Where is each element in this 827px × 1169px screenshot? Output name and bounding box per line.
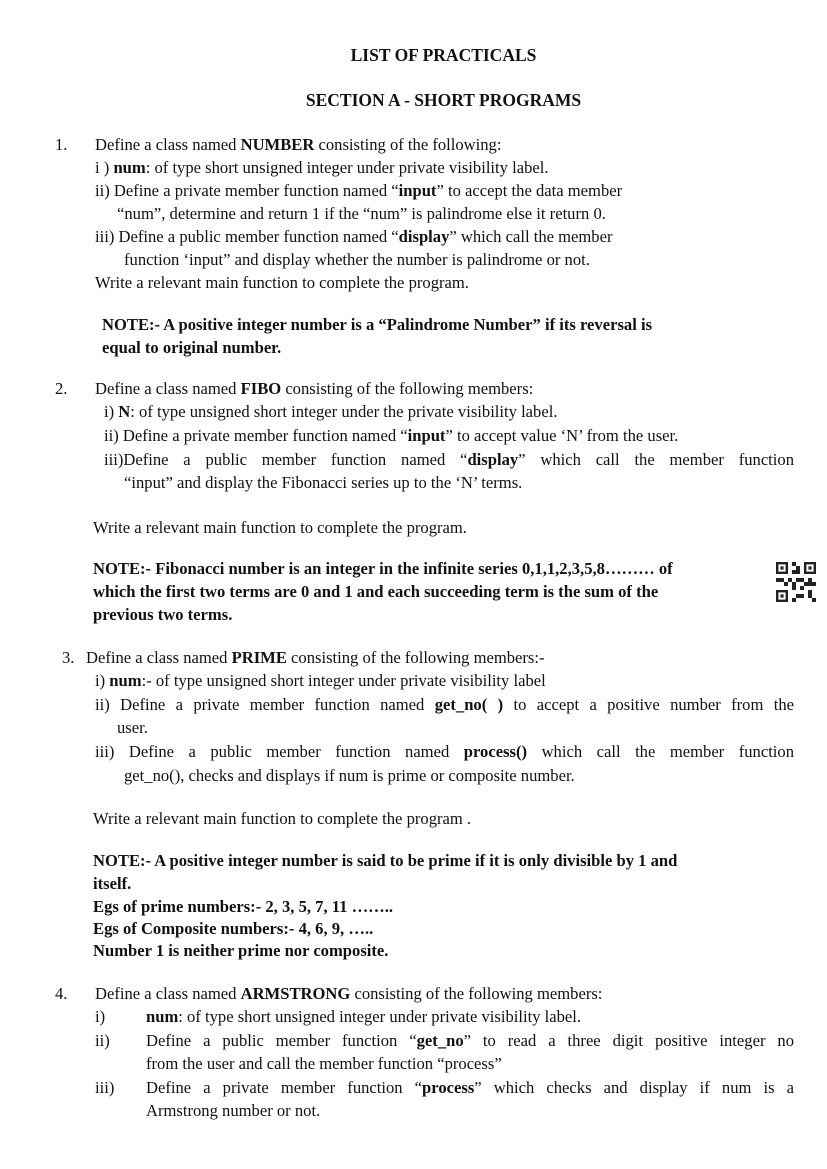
- item-number: 2.: [55, 379, 68, 398]
- note-line: NOTE:- Fibonacci number is an integer in the infinite series 0,1,1,2,3,5,8……… of: [93, 559, 673, 578]
- qr-code-icon: [776, 561, 816, 603]
- practical-intro: Define a class named FIBO consisting of the following members:: [95, 379, 534, 398]
- note-line: itself.: [93, 874, 132, 893]
- item-number: 4.: [55, 984, 68, 1003]
- item-i: num: of type short unsigned integer under private visibility label.: [146, 1007, 582, 1026]
- item-iii-cont: Armstrong number or not.: [146, 1101, 321, 1120]
- note-line: Number 1 is neither prime nor composite.: [93, 941, 389, 960]
- item-ii-cont: from the user and call the member function “process”: [146, 1054, 502, 1073]
- note-line: equal to original number.: [102, 338, 282, 357]
- main-instruction: Write a relevant main function to complete the program .: [93, 809, 472, 828]
- item-iii: Define a private member function “process” which checks and display if num is a: [146, 1078, 795, 1097]
- item-number: 3.: [62, 648, 75, 667]
- item-ii: ii) Define a private member function named “input” to accept value ‘N’ from the user.: [104, 426, 679, 445]
- item-i: i) N: of type unsigned short integer under the private visibility label.: [104, 402, 558, 421]
- item-ii-cont: “num”, determine and return 1 if the “num” is palindrome else it return 0.: [117, 204, 606, 223]
- item-iii: iii) Define a public member function named “display” which call the member: [95, 227, 613, 246]
- note-line: previous two terms.: [93, 605, 233, 624]
- item-ii-cont: user.: [117, 718, 148, 737]
- practical-intro: Define a class named PRIME consisting of the following members:-: [86, 648, 545, 667]
- item-iii-cont: function ‘input” and display whether the number is palindrome or not.: [124, 250, 590, 269]
- item-iii: iii)Define a public member function named “display” which call the member function: [104, 450, 794, 469]
- main-instruction: Write a relevant main function to complete the program.: [95, 273, 469, 292]
- practical-intro: Define a class named ARMSTRONG consisting of the following members:: [95, 984, 603, 1003]
- item-ii: Define a public member function “get_no” to read a three digit positive integer no: [146, 1031, 794, 1050]
- main-instruction: Write a relevant main function to complete the program.: [93, 518, 467, 537]
- item-iii-label: iii): [95, 1078, 115, 1097]
- note-line: NOTE:- A positive integer number is a “Palindrome Number” if its reversal is: [102, 315, 653, 334]
- item-i: i ) num: of type short unsigned integer under private visibility label.: [95, 158, 549, 177]
- item-iii-cont: get_no(), checks and displays if num is prime or composite number.: [124, 766, 575, 785]
- page-title: LIST OF PRACTICALS: [350, 45, 537, 65]
- item-iii-cont: “input” and display the Fibonacci series up to the ‘N’ terms.: [124, 473, 523, 492]
- item-i: i) num:- of type unsigned short integer under private visibility label: [95, 671, 546, 690]
- item-ii: ii) Define a private member function named get_no( ) to accept a positive number from the: [95, 695, 794, 714]
- note-line: NOTE:- A positive integer number is said to be prime if it is only divisible by 1 and: [93, 851, 678, 870]
- note-line: Egs of Composite numbers:- 4, 6, 9, …..: [93, 919, 374, 938]
- item-number: 1.: [55, 135, 68, 154]
- practical-intro: Define a class named NUMBER consisting of the following:: [95, 135, 502, 154]
- section-title: SECTION A - SHORT PROGRAMS: [305, 90, 582, 110]
- item-iii: iii) Define a public member function named process() which call the member function: [95, 742, 795, 761]
- item-ii: ii) Define a private member function named “input” to accept the data member: [95, 181, 623, 200]
- note-line: Egs of prime numbers:- 2, 3, 5, 7, 11 ……..: [93, 897, 394, 916]
- item-i-label: i): [95, 1007, 106, 1026]
- item-ii-label: ii): [95, 1031, 110, 1050]
- note-line: which the first two terms are 0 and 1 and each succeeding term is the sum of the: [93, 582, 659, 601]
